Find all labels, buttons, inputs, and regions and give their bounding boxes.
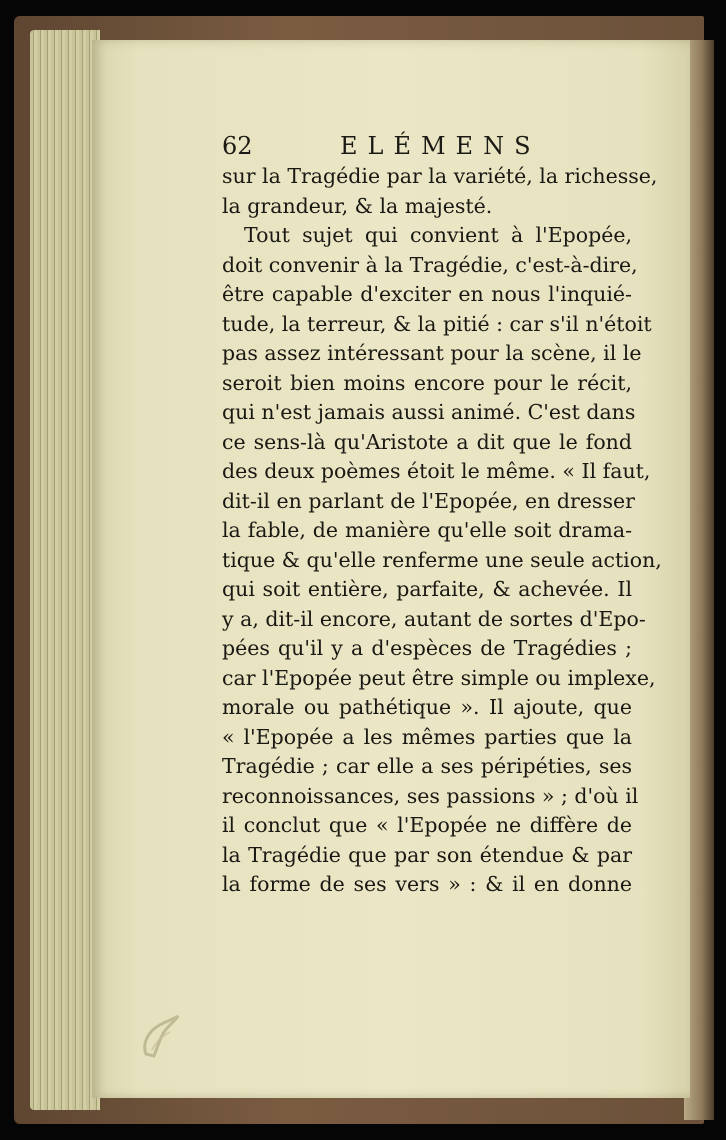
text-line: la Tragédie que par son étendue & par — [222, 842, 632, 867]
text-line: tude, la terreur, & la pitié : car s'il n'étoit — [222, 311, 652, 336]
text-line: il conclut que « l'Epopée ne diffère de — [222, 813, 632, 837]
text-line: ce sens-là qu'Aristote a dit que le fond — [222, 429, 632, 454]
text-line: reconnoissances, ses passions » ; d'où il — [222, 783, 639, 808]
body-text — [222, 162, 662, 900]
text-line: doit convenir à la Tragédie, c'est-à-dire, — [222, 252, 638, 277]
text-line: dit-il en parlant de l'Epopée, en dresser — [222, 488, 635, 513]
text-line: sur la Tragédie par la variété, la richesse, — [222, 164, 658, 188]
text-line: la fable, de manière qu'elle soit drama- — [222, 518, 632, 542]
text-line: Tragédie ; car elle a ses péripéties, ses — [222, 754, 632, 778]
text-line: pées qu'il y a d'espèces de Tragédies ; — [222, 636, 632, 660]
text-line: la forme de ses vers » : & il en donne — [222, 872, 632, 896]
running-head: ELÉMENS — [340, 132, 541, 160]
text-line: car l'Epopée peut être simple ou implexe, — [222, 665, 656, 690]
text-line: Tout sujet qui convient à l'Epopée, — [244, 223, 632, 247]
text-line: être capable d'exciter en nous l'inquié- — [222, 282, 632, 306]
text-line: pas assez intéressant pour la scène, il le — [222, 341, 642, 365]
text-line: y a, dit-il encore, autant de sortes d'Epo- — [222, 606, 646, 631]
page-stack-edges — [30, 30, 100, 1110]
text-line: qui n'est jamais aussi animé. C'est dans — [222, 400, 636, 424]
text-line: tique & qu'elle renferme une seule action, — [222, 547, 662, 572]
ink-stain-mark — [138, 1010, 184, 1062]
text-line: la grandeur, & la majesté. — [222, 193, 493, 218]
page-number: 62 — [222, 132, 253, 160]
text-line: qui soit entière, parfaite, & achevée. Il — [222, 577, 632, 601]
text-line: morale ou pathétique ». Il ajoute, que — [222, 695, 632, 719]
text-line: « l'Epopée a les mêmes parties que la — [222, 724, 632, 749]
text-line: des deux poèmes étoit le même. « Il faut, — [222, 459, 651, 483]
text-line: seroit bien moins encore pour le récit, — [222, 370, 632, 395]
